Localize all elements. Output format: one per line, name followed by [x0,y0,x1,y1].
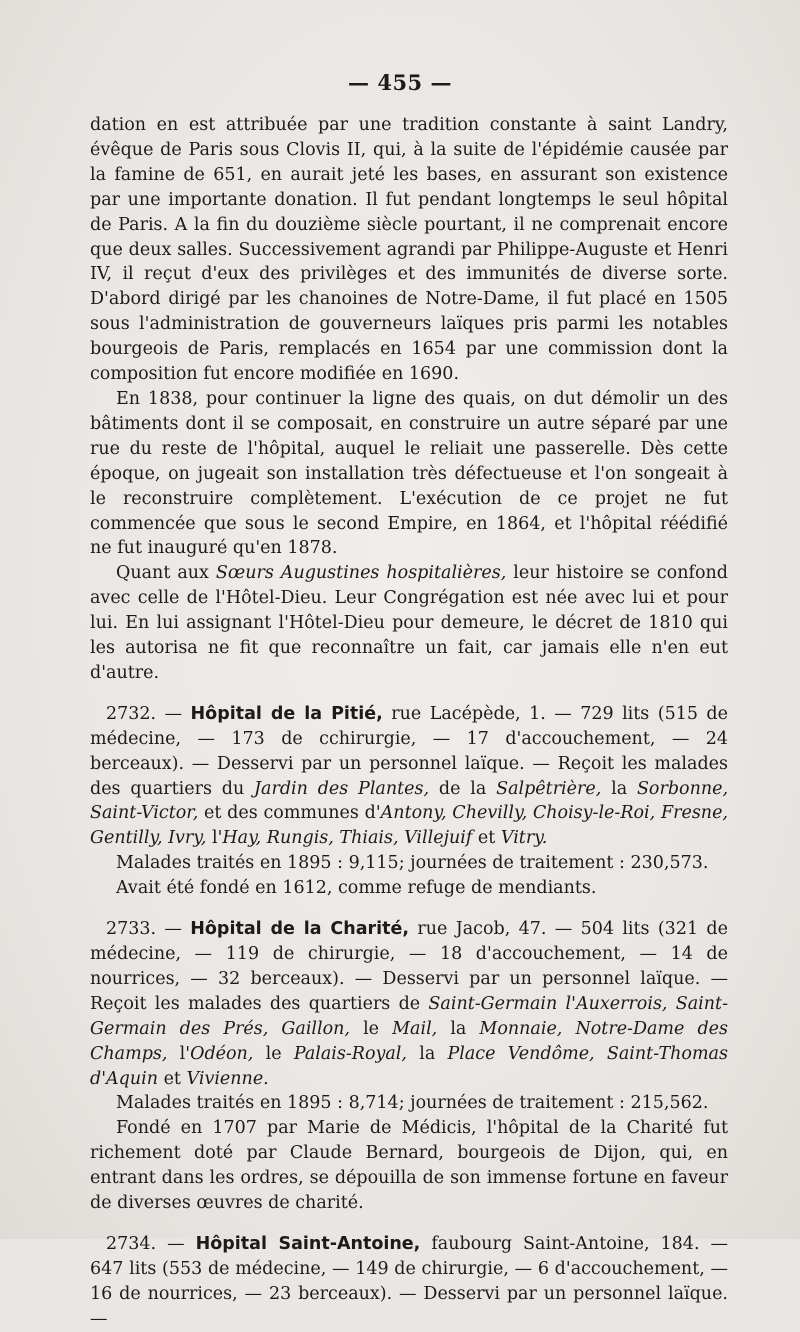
text-span: de la [429,778,497,799]
italic-span: Mail, [392,1018,438,1039]
text-span: faubourg Saint-Antoine, 184. — 647 lits (553 de médecine, — 149 de chirurgie, — 6 d'accouchement, — 16 de nourrices, — 23 berceaux). — Desservi par un personnel laïque. — [90,1233,728,1329]
text-span: la [601,778,637,799]
entry-number: 2733. — [106,919,191,940]
text-span: le [350,1018,393,1039]
entry-2732-stats: Malades traités en 1895 : 9,115; journées de traitement : 230,573. [116,853,709,874]
entry-heading: Hôpital de la Pitié, [190,703,383,724]
entry-number: 2732. — [106,703,191,724]
paragraph-hotel-dieu-foundation: dation en est attribuée par une tradition constante à saint Landry, évêque de Paris sous Clovis II, qui, à la suite de l'épidémie causée par la famine de 651, en aurait jeté les bases, en assurant son existence par une importante donation. Il fut pendant longtemps le seul hôpital de Paris. A la fin du douzième siècle pourtant, il ne comprenait encore que deux salles. Successivement agrandi par Philippe-Auguste et Henri IV, il reçut d'eux des privilèges et des immunités de diverse sorte. D'abord dirigé par les chanoines de Notre-Dame, il fut placé en 1505 sous l'administration de gouverneurs laïques pris parmi les notables bourgeois de Paris, remplacés en 1654 par une commission dont la composition fut encore modifiée en 1690. [90,115,728,385]
italic-span: Antony, Chevilly, Choisy-le-Roi, Fresne, Gentilly, Ivry, [90,803,728,849]
text-span: et [158,1068,187,1089]
paragraph-augustines [90,561,728,686]
entry-heading: Hôpital de la Charité, [190,919,410,940]
italic-span: Salpêtrière, [496,778,602,799]
entry-heading: Hôpital Saint-Antoine, [195,1233,421,1254]
italic-span: Hay, Rungis, Thiais, Villejuif [222,828,473,849]
italic-span: Jardin des Plantes, [254,778,430,799]
entry-2732-history: Avait été fondé en 1612, comme refuge de mendiants. [116,878,597,899]
page-number: — 455 — [348,70,452,95]
text-span: l' [167,1043,191,1064]
page-body [90,113,728,1332]
text-span: rue Lacépède, 1. — 729 lits (515 de médecine, — 173 de cchirurgie, — 17 d'accouchement, — 24 berceaux). — Desservi par un personnel laïque. — Reçoit les malades des quartiers du [90,703,728,799]
text-span: et des communes d' [198,803,381,824]
italic-span: Odéon, [190,1043,254,1064]
text-span: rue Jacob, 47. — 504 lits (321 de médecine, — 119 de chirurgie, — 18 d'accouchement, — 14 de nourrices, — 32 berceaux). — Desservi par un personnel laïque. — Reçoit les malades des quartiers de [90,919,728,1014]
italic-span: Sorbonne, Saint-Victor, [90,778,729,824]
entry-number: 2734. — [106,1233,196,1254]
italic-span: Saint-Germain l'Auxerrois, Saint-Germain des Prés, Gaillon, [90,993,728,1039]
entry-2732 [90,702,728,851]
italic-span: Sœurs Augustines hospitalières, [215,563,507,584]
entry-2734 [90,1232,728,1332]
entry-2733 [90,917,728,1091]
paragraph-hotel-dieu-reconstruction: En 1838, pour continuer la ligne des quais, on dut démolir un des bâtiments dont il se composait, en construire un autre séparé par une rue du reste de l'hôpital, auquel le reliait une passerelle. Dès cette époque, on jugeait son installation très défectueuse et l'on songeait à le reconstruire complètement. L'exécution de ce projet ne fut commencée que sous le second Empire, en 1864, et l'hôpital réédifié ne fut inauguré qu'en 1878. [90,388,728,559]
italic-span: Vitry. [500,828,548,849]
italic-span: Monnaie, Notre-Dame des Champs, [90,1018,728,1064]
italic-span: Vivienne. [186,1068,269,1089]
text-span: leur histoire se confond avec celle de l'Hôtel-Dieu. Leur Congrégation est née avec lui et pour lui. En lui assignant l'Hôtel-Dieu pour demeure, le décret de 1810 qui les autorisa ne fit que reconnaître un fait, car jamais elle n'en eut d'autre. [90,563,728,683]
entry-2733-stats: Malades traités en 1895 : 8,714; journées de traitement : 215,562. [116,1093,709,1114]
italic-span: Palais-Royal, [293,1043,407,1064]
entry-2733-history: Fondé en 1707 par Marie de Médicis, l'hôpital de la Charité fut richement doté par Claude Bernard, bourgeois de Dijon, qui, en entrant dans les ordres, se dépouilla de son immense fortune en faveur de diverses œuvres de charité. [90,1118,728,1214]
text-span: Quant aux [116,563,216,584]
text-span: la [406,1043,448,1064]
text-span: et [472,828,501,849]
text-span: la [437,1018,480,1039]
text-span: le [253,1043,294,1064]
text-span: l' [206,828,223,849]
italic-span: Place Vendôme, Saint-Thomas d'Aquin [90,1043,728,1089]
